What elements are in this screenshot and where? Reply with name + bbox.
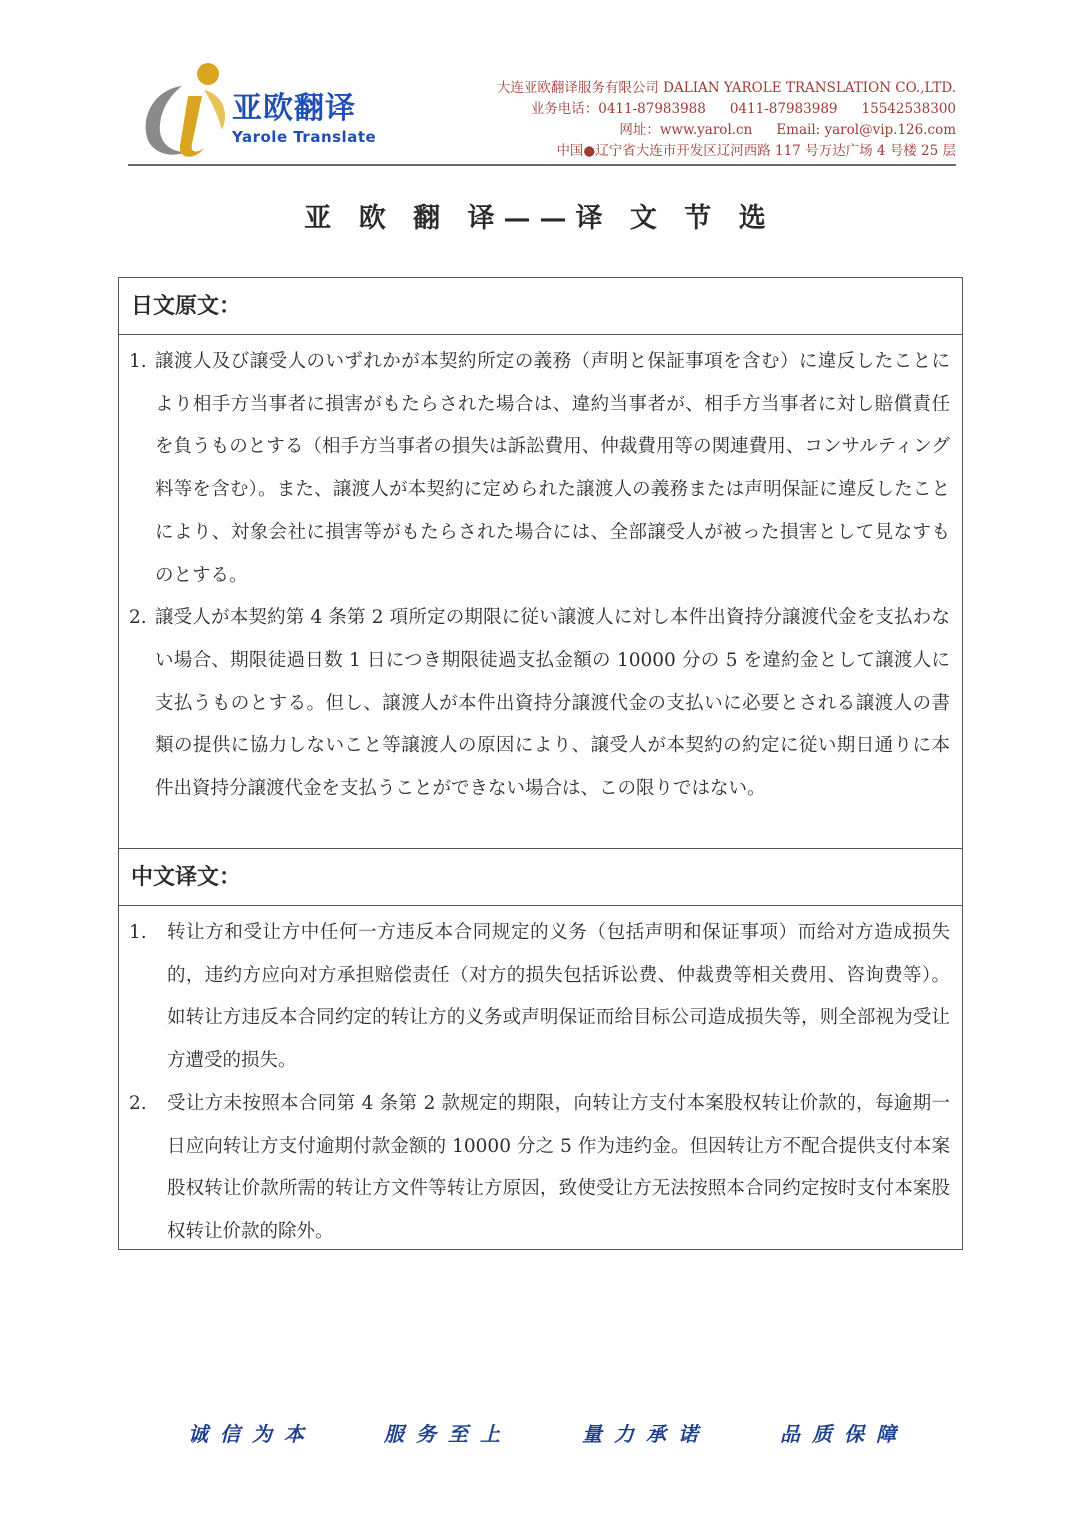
phone-3: 15542538300 xyxy=(861,101,956,117)
logo-english-name: Yarole Translate xyxy=(232,128,377,146)
list-item xyxy=(129,341,950,597)
chinese-body xyxy=(119,906,962,1249)
slogan-service: 服务至上 xyxy=(384,1422,512,1446)
item-text: 譲渡人及び譲受人のいずれかが本契約所定の義務（声明と保証事項を含む）に違反したことにより相手方当事者に損害がもたらされた場合は、違約当事者が、相手方当事者に対し賠償責任を負うものとする（相手方当事者の損失は訴訟費用、仲裁費用等の関連費用、コンサルティング料等を含む）。また、譲渡人が本契約に定められた譲渡人の義務または声明保証に違反したことにより、対象会社に損害等がもたらされた場合には、全部譲受人が被った損害として見なすものとする。 xyxy=(155,351,950,586)
company-web xyxy=(497,120,956,141)
company-address: 中国●辽宁省大连市开发区辽河西路 117 号万达广场 4 号楼 25 层 xyxy=(556,143,956,159)
chinese-section xyxy=(119,849,962,1249)
item-number: 2. xyxy=(129,607,147,629)
footer-slogans xyxy=(188,1418,908,1448)
company-phones xyxy=(497,99,956,120)
phone-2: 0411-87983989 xyxy=(729,101,838,117)
page-title: 亚 欧 翻 译——译 文 节 选 xyxy=(304,203,775,234)
item-number: 1. xyxy=(129,922,147,943)
slogan-integrity: 诚信为本 xyxy=(188,1422,316,1446)
slogan-quality: 品质保障 xyxy=(780,1422,908,1446)
yarole-logo-icon xyxy=(138,60,238,160)
list-item xyxy=(129,912,950,1083)
company-info xyxy=(497,78,956,162)
list-item xyxy=(129,1083,950,1254)
chinese-heading: 中文译文： xyxy=(119,849,962,906)
list-item xyxy=(129,597,950,811)
slogan-commitment: 量力承诺 xyxy=(582,1422,710,1446)
japanese-heading: 日文原文： xyxy=(119,278,962,335)
item-number: 1. xyxy=(129,351,147,372)
company-name: 大连亚欧翻译服务有限公司 DALIAN YAROLE TRANSLATION CO.,LTD. xyxy=(496,80,956,96)
phone-1: 业务电话：0411-87983988 xyxy=(530,101,706,117)
item-text: 譲受人が本契約第 4 条第 2 項所定の期限に従い譲渡人に対し本件出資持分譲渡代金を支払わない場合、期限徒過日数 1 日につき期限徒過支払金額の 10000 分の 5 を違約金として譲渡人に支払うものとする。但し、譲渡人が本件出資持分譲渡代金の支払いに必要とされる譲渡人の書類の提供に協力しないこと等譲渡人の原因により、譲受人が本契約の約定に従い期日通りに本件出資持分譲渡代金を支払うことができない場合は、この限りではない。 xyxy=(155,607,950,800)
email: Email: yarol@vip.126.com xyxy=(776,122,956,138)
item-number: 2. xyxy=(129,1092,147,1114)
letterhead xyxy=(128,58,956,166)
japanese-body xyxy=(119,335,962,849)
translation-excerpt-box xyxy=(118,277,963,1250)
item-text: 转让方和受让方中任何一方违反本合同规定的义务（包括声明和保证事项）而给对方造成损失的，违约方应向对方承担赔偿责任（对方的损失包括诉讼费、仲裁费等相关费用、咨询费等）。如转让方违反本合同约定的转让方的义务或声明保证而给目标公司造成损失等，则全部视为受让方遭受的损失。 xyxy=(167,922,950,1072)
website: 网址：www.yarol.cn xyxy=(619,122,753,138)
japanese-section xyxy=(119,278,962,849)
logo-chinese-name: 亚欧翻译 xyxy=(232,91,356,126)
item-text: 受让方未按照本合同第 4 条第 2 款规定的期限，向转让方支付本案股权转让价款的，每逾期一日应向转让方支付逾期付款金额的 10000 分之 5 作为违约金。但因转让方不配合提供支付本案股权转让价款所需的转让方文件等转让方原因，致使受让方无法按照本合同约定按时支付本案股权转让价款的除外。 xyxy=(167,1092,950,1242)
